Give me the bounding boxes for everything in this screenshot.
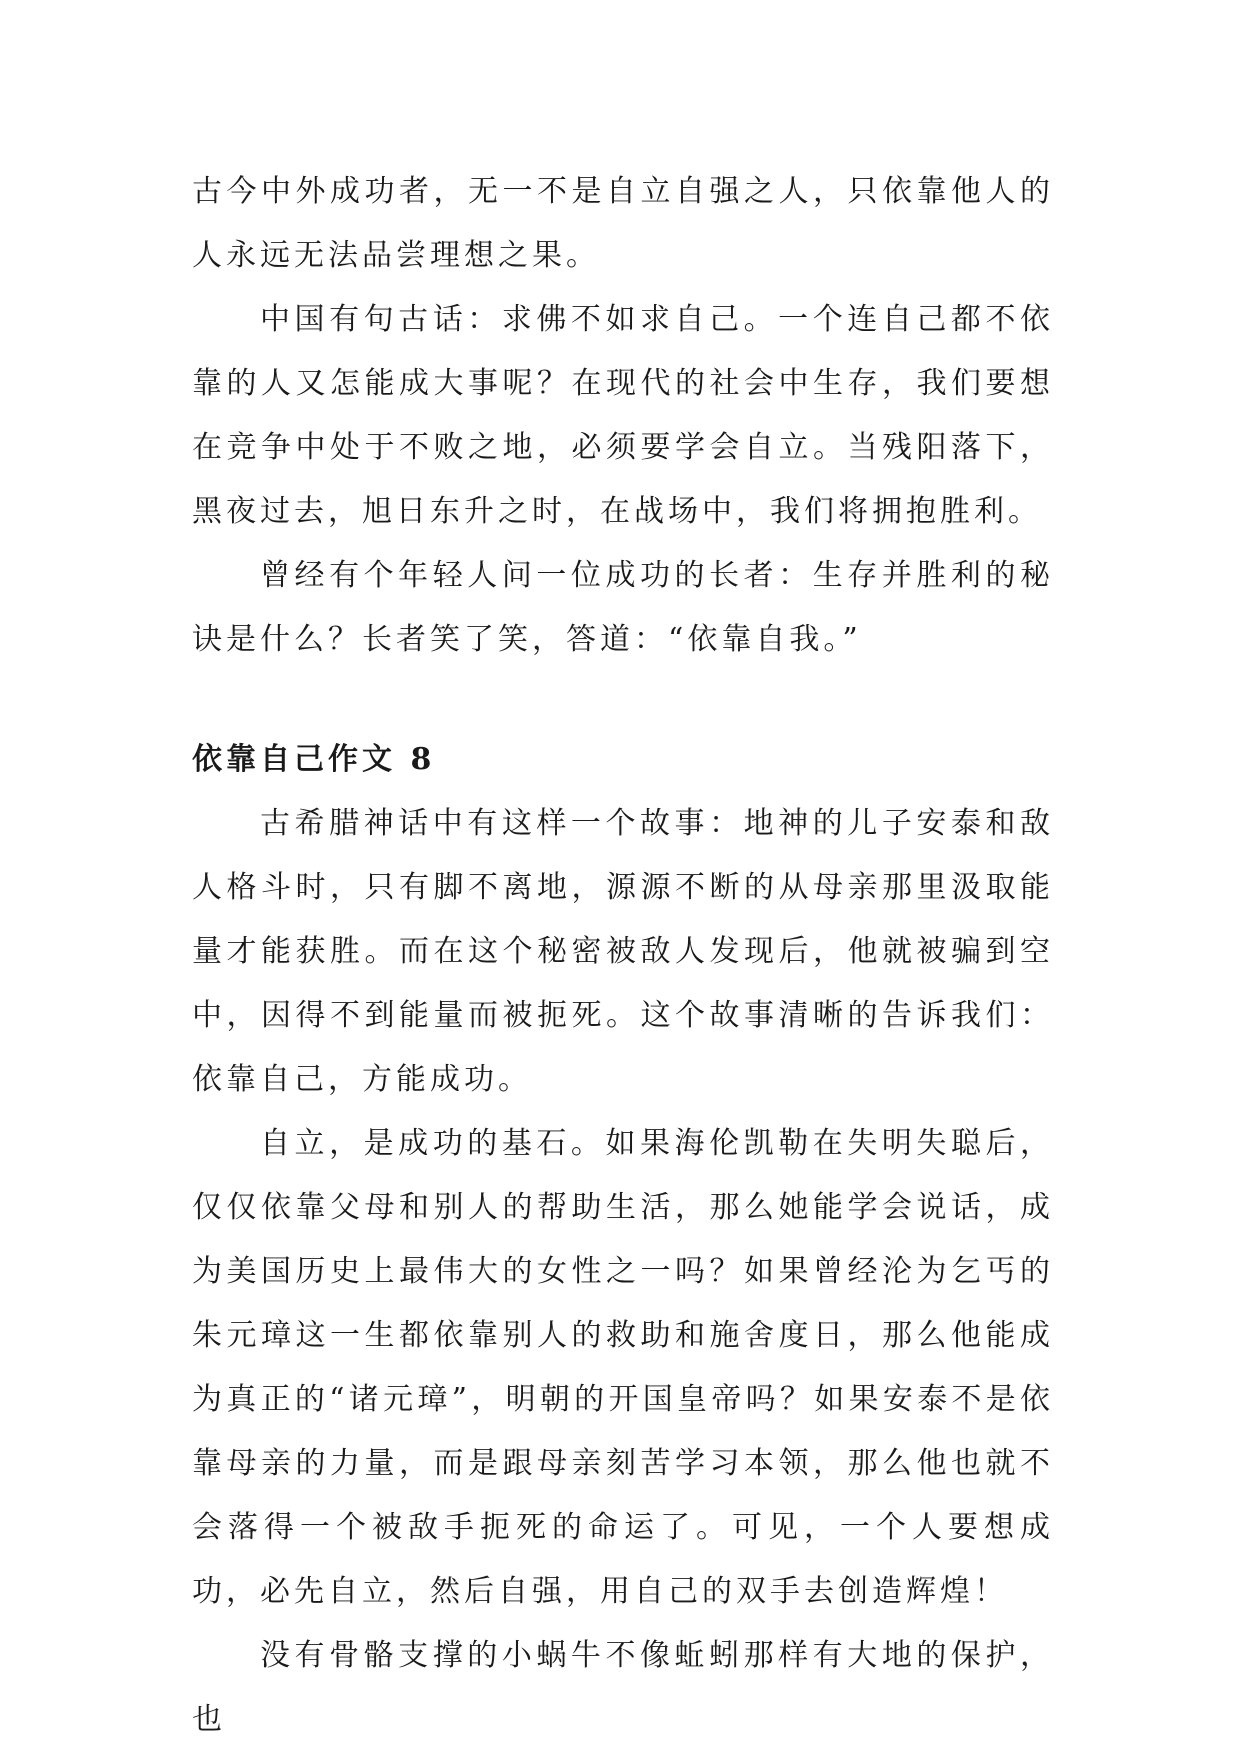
section-paragraph-2: 自立，是成功的基石。如果海伦凯勒在失明失聪后，仅仅依靠父母和别人的帮助生活，那么她能学会说话，成为美国历史上最伟大的女性之一吗？如果曾经沦为乞丐的朱元璋这一生都依靠别人的救助和施舍度日，那么他能成为真正的“诸元璋”，明朝的开国皇帝吗？如果安泰不是依靠母亲的力量，而是跟母亲刻苦学习本领，那么他也就不会落得一个被敌手扼死的命运了。可见，一个人要想成功，必先自立，然后自强，用自己的双手去创造辉煌！ — [192, 1126, 1054, 1609]
section-paragraph-1: 古希腊神话中有这样一个故事：地神的儿子安泰和敌人格斗时，只有脚不离地，源源不断的从母亲那里汲取能量才能获胜。而在这个秘密被敌人发现后，他就被骗到空中，因得不到能量而被扼死。这个故事清晰的告诉我们：依靠自己，方能成功。 — [192, 806, 1054, 1097]
document-page — [192, 160, 1054, 1752]
section-paragraph-3: 没有骨骼支撑的小蜗牛不像蚯蚓那样有大地的保护，也 — [192, 1638, 1054, 1737]
intro-paragraph-3: 曾经有个年轻人问一位成功的长者：生存并胜利的秘诀是什么？长者笑了笑，答道：“依靠自我。” — [192, 558, 1054, 657]
section-title: 依靠自己作文 8 — [192, 742, 436, 777]
intro-paragraph-1: 古今中外成功者，无一不是自立自强之人，只依靠他人的人永远无法品尝理想之果。 — [192, 174, 1054, 273]
intro-paragraph-2: 中国有句古话：求佛不如求自己。一个连自己都不依靠的人又怎能成大事呢？在现代的社会中生存，我们要想在竞争中处于不败之地，必须要学会自立。当残阳落下，黑夜过去，旭日东升之时，在战场中，我们将拥抱胜利。 — [192, 302, 1054, 529]
